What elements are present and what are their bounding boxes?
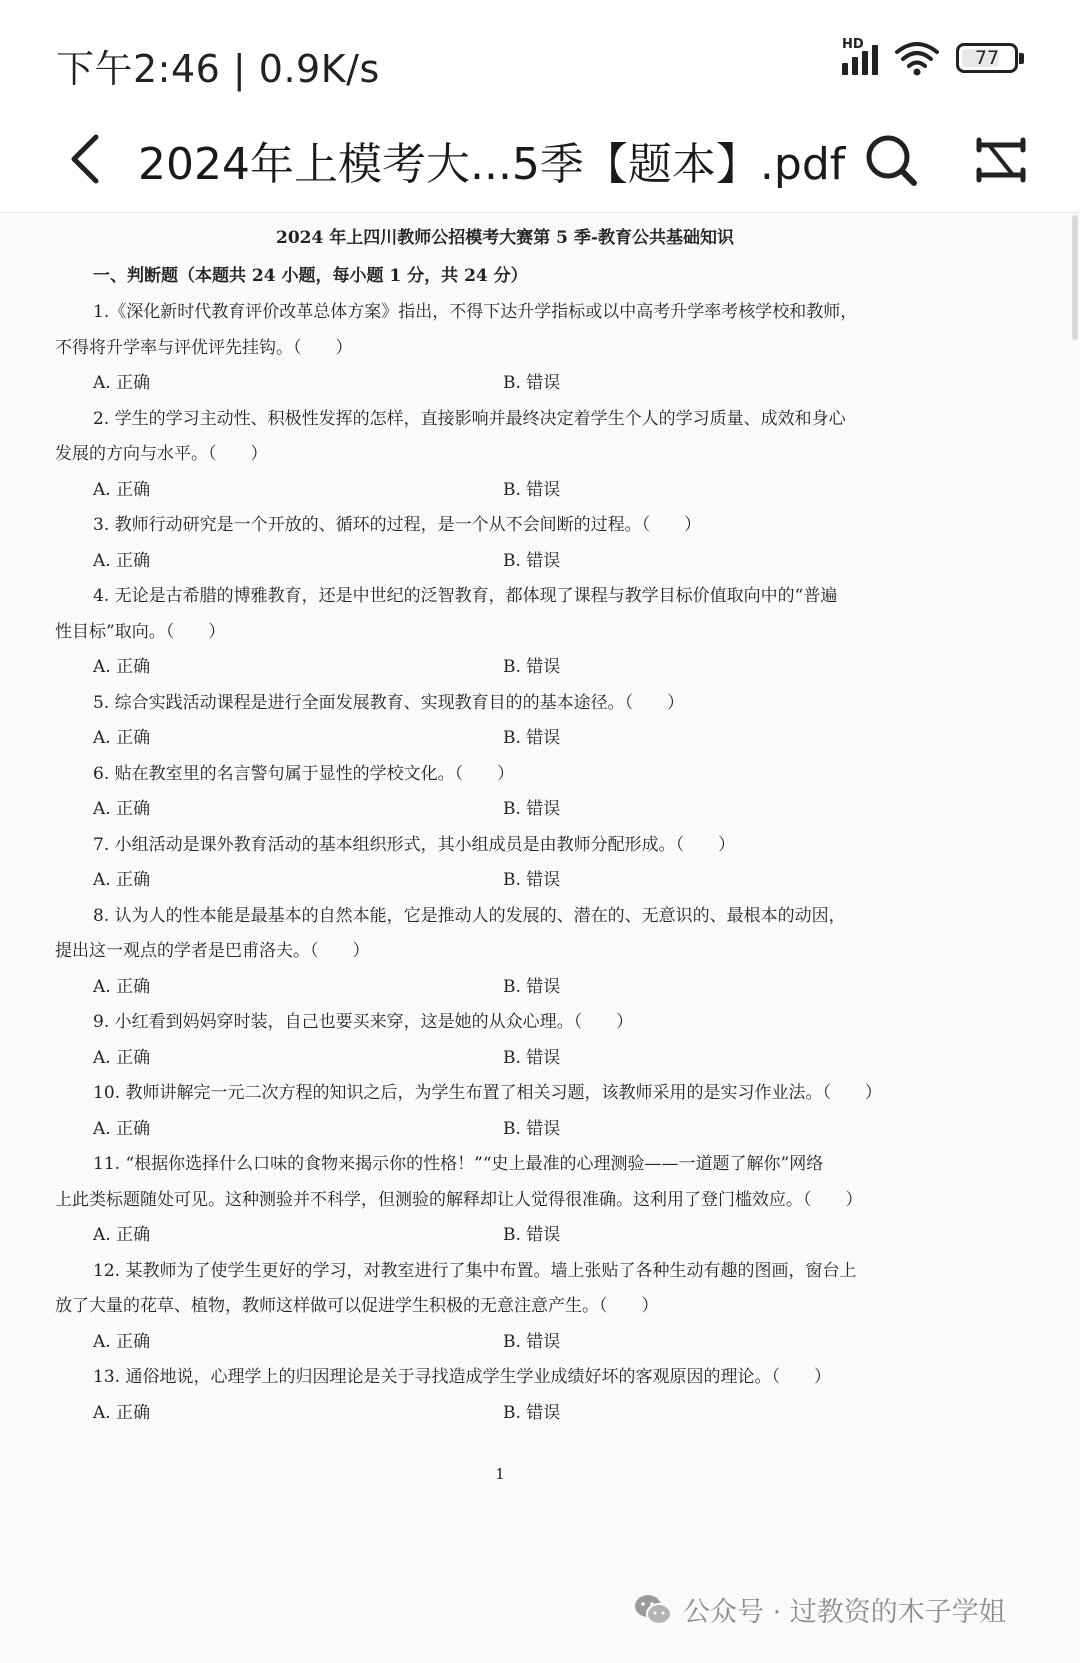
status-icons xyxy=(842,37,1018,76)
option-b: B. 错误 xyxy=(503,1225,561,1245)
pdf-page xyxy=(0,213,1070,1663)
question-line: 13. 通俗地说，心理学上的归因理论是关于寻找造成学生学业成绩好坏的客观原因的理论。（ ） xyxy=(93,1367,831,1387)
battery-level: 77 xyxy=(974,47,1000,69)
page-number: 1 xyxy=(495,1465,505,1483)
option-a: A. 正确 xyxy=(93,479,151,500)
document-title: 2024年上模考大...5季【题本】.pdf xyxy=(138,139,846,190)
app-header xyxy=(0,110,1080,210)
page-title: 2024 年上四川教师公招模考大赛第 5 季-教育公共基础知识 xyxy=(276,228,734,248)
search-button[interactable] xyxy=(855,124,927,196)
signal-icon xyxy=(842,37,878,75)
question-line: 上此类标题随处可见。这种测验并不科学，但测验的解释却让人觉得很准确。这利用了登门槛效应。（ ） xyxy=(55,1189,863,1210)
back-button[interactable] xyxy=(55,124,115,194)
question-line: 4. 无论是古希腊的博雅教育，还是中世纪的泛智教育，都体现了课程与教学目标价值取向中的“普遍 xyxy=(93,586,838,606)
question-line: 5. 综合实践活动课程是进行全面发展教育、实现教育目的的基本途径。（ ） xyxy=(93,692,685,713)
option-a: A. 正确 xyxy=(93,1402,151,1423)
battery-icon xyxy=(956,43,1018,73)
option-a: A. 正确 xyxy=(93,870,151,890)
question-line: 1.《深化新时代教育评价改革总体方案》指出，不得下达升学指标或以中高考升学率考核学校和教师， xyxy=(93,302,858,322)
option-b: B. 错误 xyxy=(503,870,561,890)
option-b: B. 错误 xyxy=(503,1331,561,1352)
option-a: A. 正确 xyxy=(93,1331,151,1352)
more-menu-button[interactable] xyxy=(965,124,1037,196)
option-b: B. 错误 xyxy=(503,799,561,819)
status-bar xyxy=(0,0,1080,110)
option-b: B. 错误 xyxy=(503,479,561,500)
chevron-left-icon xyxy=(68,133,102,185)
option-a: A. 正确 xyxy=(93,976,151,997)
option-a: A. 正确 xyxy=(93,799,151,819)
question-line: 2. 学生的学习主动性、积极性发挥的怎样，直接影响并最终决定着学生个人的学习质量、成效和身心 xyxy=(93,408,846,429)
option-a: A. 正确 xyxy=(93,373,151,393)
question-line: 12. 某教师为了使学生更好的学习，对教室进行了集中布置。墙上张贴了各种生动有趣的图画，窗台上 xyxy=(93,1260,857,1281)
option-b: B. 错误 xyxy=(503,1047,561,1068)
question-line: 7. 小组活动是课外教育活动的基本组织形式，其小组成员是由教师分配形成。（ ） xyxy=(93,834,736,855)
question-line: 8. 认为人的性本能是最基本的自然本能，它是推动人的发展的、潜在的、无意识的、最根本的动因， xyxy=(93,905,846,926)
search-icon xyxy=(863,132,919,188)
question-line: 性目标”取向。（ ） xyxy=(55,621,226,642)
wechat-icon xyxy=(633,1593,673,1627)
scrollbar[interactable] xyxy=(1072,215,1078,340)
option-b: B. 错误 xyxy=(503,1118,561,1139)
option-a: A. 正确 xyxy=(93,1118,151,1139)
pdf-viewer[interactable] xyxy=(0,212,1080,1663)
question-line: 3. 教师行动研究是一个开放的、循环的过程，是一个从不会间断的过程。（ ） xyxy=(93,515,702,535)
status-time-speed: 下午2:46 | 0.9K/s xyxy=(56,47,380,91)
option-a: A. 正确 xyxy=(93,657,151,677)
option-b: B. 错误 xyxy=(503,657,561,677)
option-a: A. 正确 xyxy=(93,1225,151,1245)
question-line: 11. “根据你选择什么口味的食物来揭示你的性格！”“史上最准的心理测验——一道题了解你”网络 xyxy=(93,1154,824,1174)
watermark xyxy=(633,1590,1006,1629)
section-heading: 一、判断题（本题共 24 小题，每小题 1 分，共 24 分） xyxy=(93,266,528,286)
question-line: 9. 小红看到妈妈穿时装，自己也要买来穿，这是她的从众心理。（ ） xyxy=(93,1012,634,1032)
question-line: 10. 教师讲解完一元二次方程的知识之后，为学生布置了相关习题，该教师采用的是实习作业法。（ ） xyxy=(93,1083,882,1103)
option-a: A. 正确 xyxy=(93,728,151,748)
question-line: 不得将升学率与评优评先挂钩。（ ） xyxy=(55,337,353,358)
option-b: B. 错误 xyxy=(503,373,561,393)
option-a: A. 正确 xyxy=(93,550,151,571)
option-b: B. 错误 xyxy=(503,550,561,571)
option-b: B. 错误 xyxy=(503,976,561,997)
wifi-icon xyxy=(894,40,940,76)
question-line: 发展的方向与水平。（ ） xyxy=(55,444,268,464)
question-line: 放了大量的花草、植物，教师这样做可以促进学生积极的无意注意产生。（ ） xyxy=(55,1296,659,1316)
option-a: A. 正确 xyxy=(93,1047,151,1068)
option-b: B. 错误 xyxy=(503,1402,561,1423)
option-b: B. 错误 xyxy=(503,728,561,748)
question-line: 提出这一观点的学者是巴甫洛夫。（ ） xyxy=(55,941,370,961)
watermark-text: 公众号 · 过教资的木子学姐 xyxy=(683,1597,1006,1628)
network-label: HD xyxy=(842,37,864,52)
question-line: 6. 贴在教室里的名言警句属于显性的学校文化。（ ） xyxy=(93,763,515,784)
menu-icon xyxy=(975,136,1027,184)
